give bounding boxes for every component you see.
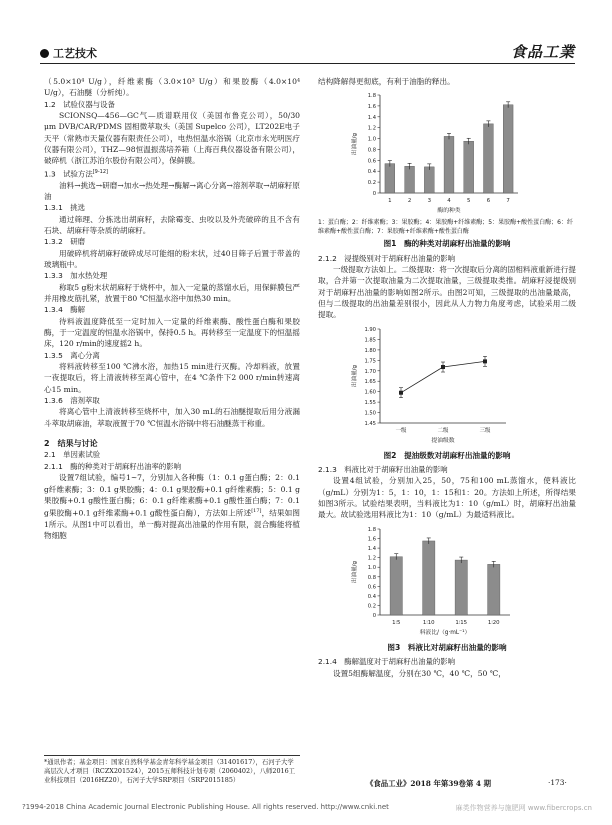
y-tick-label: 1.0 — [367, 136, 376, 143]
heading-2: 2 结果与讨论 — [44, 439, 98, 449]
y-tick-label: 1.50 — [364, 410, 376, 417]
x-tick-label: 7 — [506, 198, 510, 205]
paragraph: 通过筛理、分拣选出胡麻籽，去除霉变、虫咬以及外壳破碎的且不含有石块、胡麻秆等杂质的胡麻籽。 — [44, 214, 300, 235]
y-tick-label: 0.4 — [367, 593, 376, 600]
y-tick-label: 1.70 — [364, 368, 376, 375]
citation: [9-12] — [92, 168, 108, 175]
data-point — [399, 390, 403, 394]
y-tick-label: 0.4 — [367, 169, 376, 176]
bar — [455, 560, 467, 615]
x-tick-label: 1∶15 — [455, 619, 468, 626]
x-tick-label: 1∶5 — [392, 619, 401, 626]
y-tick-label: 0.8 — [367, 147, 376, 154]
figure-1-legend: 1：蛋白酶；2：纤维素酶；3：果胶酶；4：果胶酶+纤维素酶；5：果胶酶+酸性蛋白酶；6：纤维素酶+酸性蛋白酶；7：果胶酶+纤维素酶+酸性蛋白酶 — [318, 219, 573, 235]
y-tick-label: 1.45 — [364, 420, 376, 427]
bar — [484, 124, 494, 193]
figure-2-caption: 图2 提油级数对胡麻籽出油量的影响 — [383, 450, 511, 460]
x-tick-label: 三级 — [479, 427, 491, 434]
figure-2 — [318, 323, 576, 449]
copyright-line — [22, 803, 592, 811]
x-tick-label: 1 — [388, 198, 392, 205]
paragraph — [44, 472, 300, 542]
x-axis-label: 提油级数 — [431, 437, 455, 444]
paragraph: 一级提取方法如上。二级提取：将一次提取后分离的固相料液重新进行提取，合并第一次提取油量为二次提取油量，三级提取类推。胡麻籽浸提级别对于胡麻籽出油量的影响如图2所示。由图2可知，三级提取的出油量最高，但与二级提取的出油量差别很小，因此从人力物力角度考虑，试验采用二级提取。 — [318, 265, 576, 320]
heading-1-3 — [44, 167, 300, 180]
y-tick-label: 1.4 — [367, 115, 376, 122]
figure-1-chart — [318, 89, 576, 217]
page-header — [40, 44, 575, 64]
figure-1 — [318, 89, 576, 217]
bar — [503, 105, 513, 193]
footnote: *通讯作者；基金项目：国家自然科学基金青年科学基金项目（31401617），石河子大学高层次人才项目（RCZX201524），2015五师科技计划专项（2060402），八师2016工业科技项目（2016HZ20），石河子大学SRP项目（SRP2015185） — [44, 755, 300, 785]
y-tick-label: 1.65 — [364, 378, 376, 385]
bar — [444, 137, 454, 194]
x-tick-label: 二级 — [437, 427, 449, 434]
paragraph: 结构降解得更彻底，有利于油脂的释出。 — [318, 77, 455, 86]
copyright-text: ?1994-2018 China Academic Journal Electronic Publishing House. All rights reserved. http://www.cnki.net — [22, 803, 389, 811]
journal-citation: 《食品工业》2018 年第39卷第 4 期 — [366, 779, 492, 788]
figure-3-chart — [318, 523, 576, 641]
y-tick-label: 0 — [372, 612, 376, 619]
paragraph: SCIONSQ—456—GC气—质谱联用仪（美国布鲁克公司），50/30 μm DVB/CAR/PDMS 固相微萃取头（美国 Supelco 公司），LT202E电子天平（常熟市天量仪器有限责任公司），电热恒温水浴锅（北京市永光明医疗仪器有限公司），THZ—98恒温振荡培养箱（上海百典仪器设备有限公司），破碎机（浙江苏泊尔股份有限公司），保鲜膜。 — [44, 111, 300, 166]
bar — [464, 142, 474, 194]
y-tick-label: 1.2 — [367, 126, 376, 133]
paragraph-text: 设置7组试验，编号1~7，分别加入各种酶（1：0.1 g蛋白酶；2：0.1 g纤维素酶；3：0.1 g果胶酶；4：0.1 g果胶酶+0.1 g纤维素酶；5：0.1 g果胶酶+0.1 g酸性蛋白酶；6：0.1 g纤维素酶+0.1 g酸性蛋白酶；7：0.1 g果胶酶+0.1 g纤维素酶+0.1 g酸性蛋白酶），方法如上所述 — [44, 473, 300, 518]
x-axis-label: 料液比/（g·mL⁻¹） — [419, 629, 471, 636]
watermark-text: 麻类作物营养与施肥网 www.fibercrops.cn — [455, 804, 592, 812]
paragraph: 油料→挑选→研磨→加水→热处理→酶解→离心分离→溶剂萃取→胡麻籽原油 — [44, 180, 300, 201]
x-axis-label: 酶的种类 — [437, 208, 461, 215]
y-tick-label: 1.6 — [367, 104, 376, 111]
y-tick-label: 0 — [372, 191, 376, 198]
paragraph: 设置4组试验，分别加入25，50，75和100 mL蒸馏水，使料液比（g/mL）分别为1：5，1：10，1：15和1：20。方法如上所述，所得结果如图3所示。试验结果表明，当料液比为1：10（g/mL）时，胡麻籽出油量最大。故试验选用料液比为1：10（g/mL）为最适料液比。 — [318, 476, 576, 520]
y-tick-label: 0.2 — [367, 603, 376, 610]
y-axis-label: 出油量/g — [352, 364, 358, 387]
bar — [423, 541, 435, 615]
paragraph: 待料液温度降低至一定时加入一定量的纤维素酶、酸性蛋白酶和果胶酶，于一定温度的恒温水浴锅中，保持0.5 h。再转移至一定温度下的恒温摇床，120 r/min的速度摇2 h。 — [44, 316, 300, 349]
data-point — [483, 359, 487, 363]
x-tick-label: 1∶10 — [422, 619, 435, 626]
paragraph: 用破碎机将胡麻籽破碎成尽可能细的粉末状，过40目筛子后置于带盖的玻璃瓶中。 — [44, 248, 300, 269]
bar — [424, 167, 434, 193]
data-point — [441, 365, 445, 369]
left-column — [44, 76, 300, 542]
x-tick-label: 4 — [447, 198, 451, 205]
header-rule — [40, 63, 575, 64]
y-tick-label: 1.60 — [364, 389, 376, 396]
y-tick-label: 1.80 — [364, 347, 376, 354]
bar — [405, 167, 415, 194]
heading-1-3-2: 1.3.2 研磨 — [44, 237, 85, 247]
y-axis-label: 出油量/g — [352, 133, 358, 156]
y-tick-label: 0.2 — [367, 180, 376, 187]
y-tick-label: 1.2 — [367, 555, 376, 562]
heading-1-3-3: 1.3.3 加水热处理 — [44, 271, 108, 281]
figure-1-caption: 图1 酶的种类对胡麻籽出油量的影响 — [383, 239, 511, 249]
heading-1-3-4: 1.3.4 酶解 — [44, 305, 85, 315]
heading-2-1-3: 2.1.3 料液比对于胡麻籽出油量的影响 — [318, 465, 448, 475]
x-tick-label: 1∶20 — [487, 619, 500, 626]
y-tick-label: 1.8 — [367, 526, 376, 533]
bar — [488, 564, 500, 615]
y-tick-label: 1.8 — [367, 93, 376, 100]
paragraph: （5.0×10⁴ U/g），纤维素酶（3.0×10³ U/g）和果胶酶（4.0×10⁴ U/g），石油醚（分析纯）。 — [44, 77, 300, 98]
y-tick-label: 0.8 — [367, 574, 376, 581]
paragraph-text: ，结果如图1所示。从图1中可以看出，单一酶对提高出油量的作用有限，混合酶能将植物细胞 — [44, 508, 300, 541]
heading-2-1: 2.1 单因素试验 — [44, 450, 101, 460]
citation: [17] — [251, 508, 262, 515]
heading-2-1-2: 2.1.2 浸提级别对于胡麻籽出油量的影响 — [318, 253, 456, 263]
heading-1-3-1: 1.3.1 挑选 — [44, 203, 85, 213]
paragraph: 设置5组酶解温度，分别在30 ℃，40 ℃，50 ℃， — [333, 668, 506, 678]
figure-2-chart — [318, 323, 576, 449]
y-tick-label: 1.75 — [364, 358, 376, 365]
x-tick-label: 一级 — [395, 427, 407, 434]
x-tick-label: 2 — [407, 198, 412, 205]
heading-2-1-4: 2.1.4 酶解温度对于胡麻籽出油量的影响 — [318, 657, 456, 667]
bar — [385, 164, 395, 193]
y-tick-label: 1.85 — [364, 337, 376, 344]
paragraph: 称取5 g粉末状胡麻籽于烧杯中，加入一定量的蒸馏水后，用保鲜膜包严并用橡皮筋扎紧，放置于80 ℃恒温水浴中加热30 min。 — [44, 282, 300, 303]
y-tick-label: 1.0 — [367, 565, 376, 572]
y-tick-label: 1.55 — [364, 399, 376, 406]
bullet-icon — [40, 49, 49, 58]
heading-2-1-1: 2.1.1 酶的种类对于胡麻籽出油率的影响 — [44, 461, 182, 471]
right-column — [318, 76, 576, 679]
figure-3-caption: 图3 料液比对胡麻籽出油量的影响 — [387, 642, 507, 652]
paragraph: 将离心管中上清液转移至烧杯中，加入30 mL的石油醚提取后用分液漏斗萃取胡麻油，萃取液置于70 ℃恒温水浴锅中将石油醚蒸干称重。 — [44, 407, 300, 428]
heading-1-3-6: 1.3.6 溶剂萃取 — [44, 396, 100, 406]
page-number: ·173· — [548, 778, 567, 787]
y-tick-label: 1.4 — [367, 545, 376, 552]
journal-logo: 食品工業 — [510, 43, 575, 61]
heading-1-3-5: 1.3.5 离心分离 — [44, 350, 100, 360]
y-tick-label: 0.6 — [367, 584, 376, 591]
paragraph: 将料液转移至100 ℃沸水浴，加热15 min进行灭酶。冷却料液，放置一夜提取后，将上清液转移至离心管中，在4 ℃条件下2 000 r/min转速离心15 min。 — [44, 362, 300, 394]
figure-3 — [318, 523, 576, 641]
y-axis-label: 出油量/g — [352, 560, 358, 583]
heading-1-2: 1.2 试验仪器与设备 — [44, 99, 115, 109]
y-tick-label: 1.6 — [367, 536, 376, 543]
bar — [390, 557, 402, 615]
x-tick-label: 6 — [486, 198, 491, 205]
y-tick-label: 0.6 — [367, 158, 376, 165]
x-tick-label: 3 — [427, 198, 432, 205]
section-title: 工艺技术 — [53, 47, 97, 60]
x-tick-label: 5 — [466, 198, 471, 205]
y-tick-label: 1.90 — [364, 326, 376, 333]
heading-text: 1.3 试验方法 — [44, 169, 93, 179]
